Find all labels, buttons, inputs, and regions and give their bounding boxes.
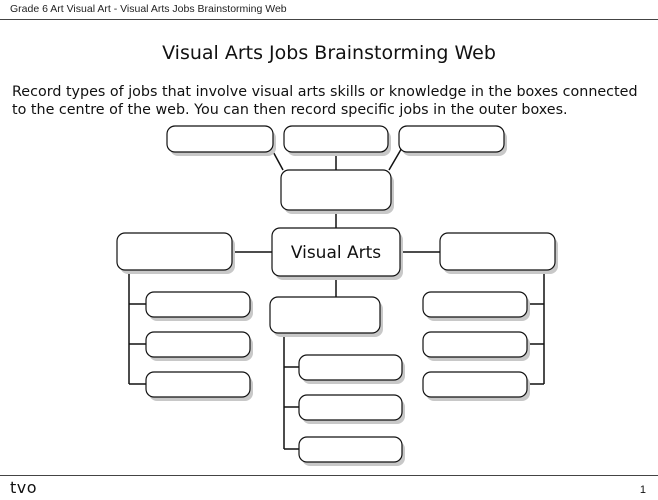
specific-job-box[interactable] (423, 332, 530, 361)
job-type-box-top[interactable] (281, 170, 394, 214)
footer-divider (0, 475, 658, 476)
page-title: Visual Arts Jobs Brainstorming Web (162, 42, 496, 64)
specific-job-box[interactable] (167, 126, 276, 156)
job-type-box-bottom[interactable] (270, 297, 383, 337)
specific-job-box[interactable] (284, 126, 391, 156)
job-type-box-right[interactable] (440, 233, 558, 274)
specific-job-box[interactable] (146, 332, 253, 361)
specific-job-box[interactable] (423, 372, 530, 401)
center-label: Visual Arts (290, 243, 382, 263)
running-header: Grade 6 Art Visual Art - Visual Arts Jobs Brainstorming Web (10, 3, 287, 15)
instructions-text: Record types of jobs that involve visual arts skills or knowledge in the boxes connected to the centre of the web. You can then record specific jobs in the outer boxes. (12, 84, 638, 118)
specific-job-box[interactable] (299, 437, 405, 466)
job-type-box-left[interactable] (117, 233, 235, 274)
specific-job-box[interactable] (299, 355, 405, 384)
center-box (272, 228, 403, 280)
page-number: 1 (639, 484, 646, 496)
tvo-logo: tvo (10, 478, 38, 497)
specific-job-box[interactable] (423, 292, 530, 321)
specific-job-box[interactable] (299, 395, 405, 424)
specific-job-box[interactable] (399, 126, 507, 156)
specific-job-box[interactable] (146, 372, 253, 401)
specific-job-box[interactable] (146, 292, 253, 321)
